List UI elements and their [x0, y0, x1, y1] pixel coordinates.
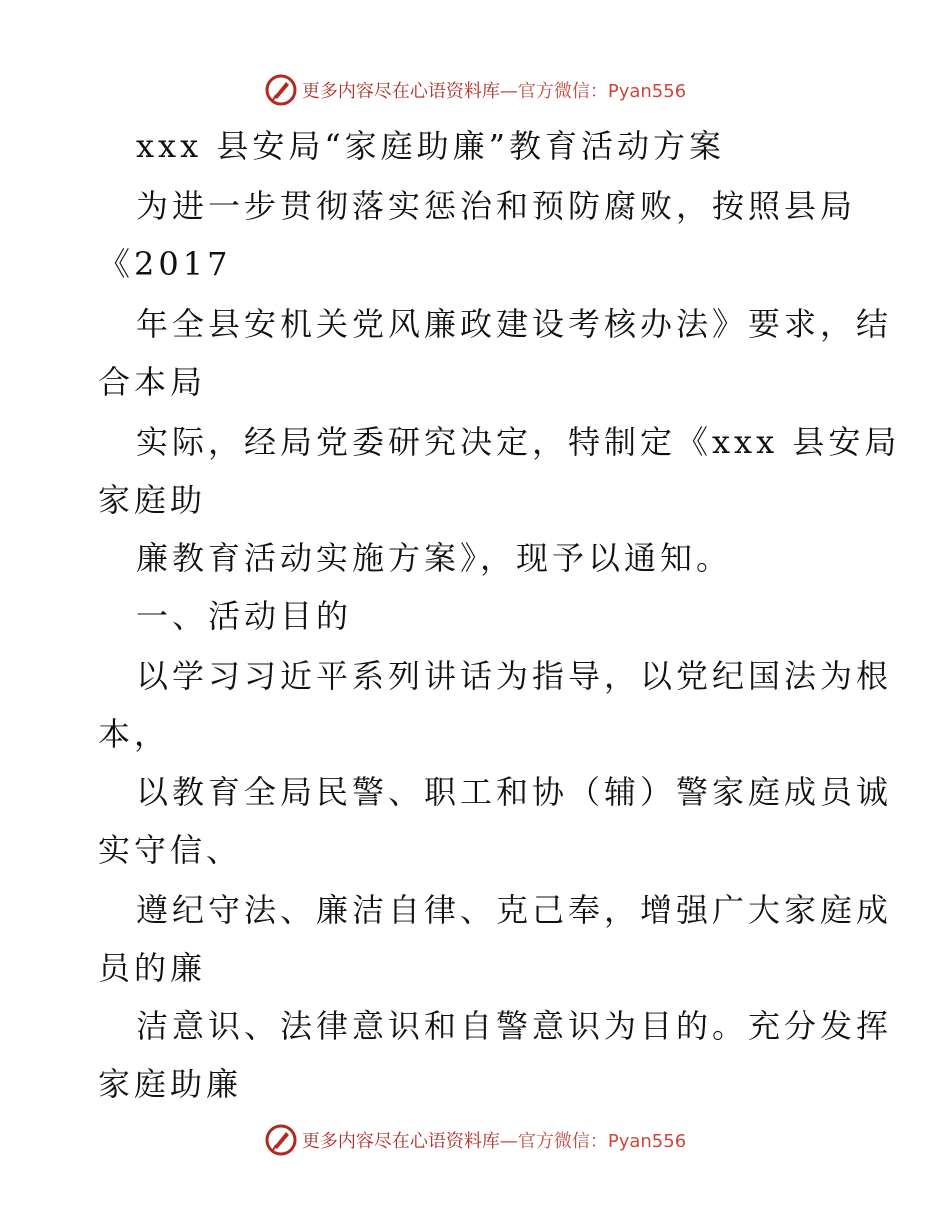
paragraph-line: 以教育全局民警、职工和协（辅）警家庭成员诚 [136, 773, 893, 811]
watermark-wechat-label: 官方微信： [517, 81, 608, 102]
watermark-text [302, 1127, 686, 1153]
quill-logo-icon [264, 73, 298, 107]
watermark-dash: — [499, 81, 518, 102]
watermark-handle: Pyan556 [607, 1131, 687, 1152]
paragraph-line: 实守信、 [98, 831, 243, 869]
paragraph-line: 以学习习近平系列讲话为指导，以党纪国法为根 [136, 657, 893, 695]
paragraph-line: 遵纪守法、廉洁自律、克己奉，增强广大家庭成 [136, 891, 893, 929]
paragraph-line: 廉教育活动实施方案》，现予以通知。 [136, 539, 733, 577]
paragraph-line: 家庭助 [98, 481, 207, 519]
watermark-brand: 更多内容尽在心语资料库 [301, 1131, 500, 1152]
watermark-header [0, 70, 950, 110]
watermark-brand: 更多内容尽在心语资料库 [301, 81, 500, 102]
section-heading: 一、活动目的 [136, 597, 353, 635]
paragraph-line: 员的廉 [98, 949, 207, 987]
quill-logo-icon [264, 1123, 298, 1157]
watermark-text [302, 77, 686, 103]
watermark-footer [0, 1120, 950, 1160]
watermark-dash: — [499, 1131, 518, 1152]
watermark-handle: Pyan556 [607, 81, 687, 102]
paragraph-line: 为进一步贯彻落实惩治和预防腐败，按照县局 [136, 187, 857, 225]
paragraph-line: 《2017 [98, 245, 232, 283]
paragraph-line: 年全县安机关党风廉政建设考核办法》要求，结 [136, 305, 893, 343]
paragraph-line: 实际，经局党委研究决定，特制定《xxx 县安局 [136, 423, 901, 461]
paragraph-line: 家庭助廉 [98, 1065, 243, 1103]
paragraph-line: 洁意识、法律意识和自警意识为目的。充分发挥 [136, 1007, 893, 1045]
paragraph-line: 本， [98, 715, 171, 753]
document-title: xxx 县安局“家庭助廉”教育活动方案 [136, 127, 726, 165]
paragraph-line: 合本局 [98, 363, 207, 401]
watermark-wechat-label: 官方微信： [517, 1131, 608, 1152]
